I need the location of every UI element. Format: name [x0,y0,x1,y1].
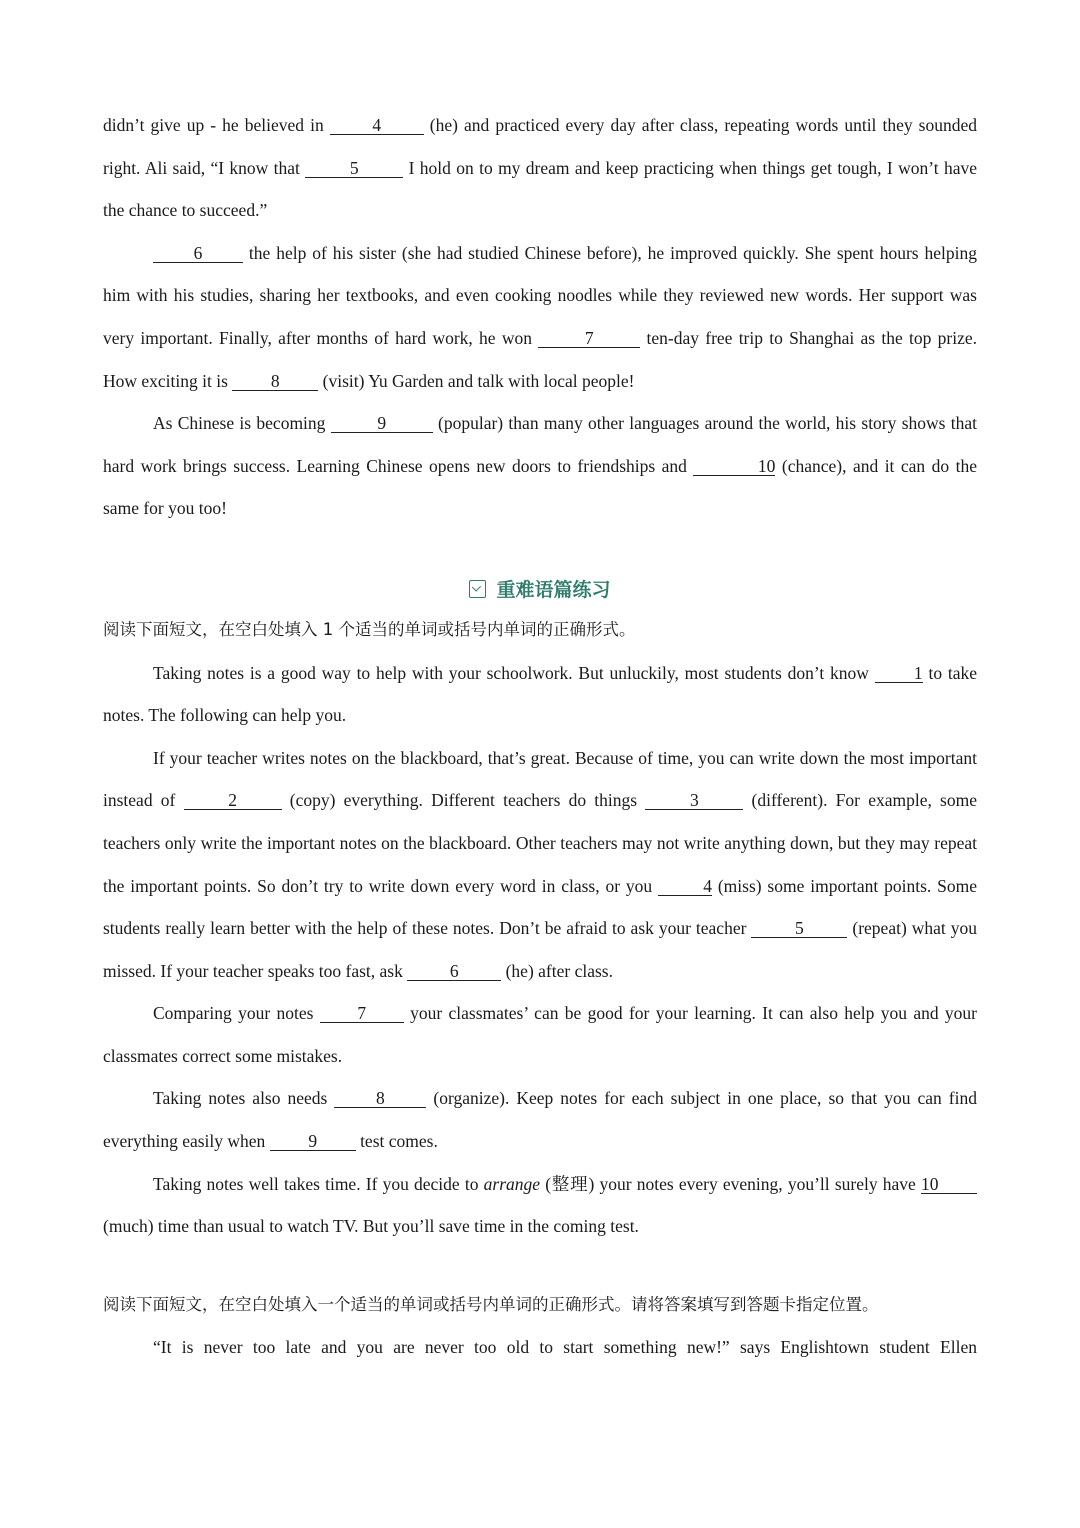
blank-6[interactable]: 6 [407,963,501,981]
blank-5[interactable]: 5 [751,920,847,938]
blank-9[interactable]: 9 [331,415,433,433]
section-title: 重难语篇练习 [103,571,977,609]
passage2-paragraph-5: Taking notes well takes time. If you decide to arrange (整理) your notes every evening, you’ll surely have 10 (much) time than usual to watch TV. But you’ll save time in the coming test. [103,1163,977,1248]
blank-4[interactable]: 4 [330,117,424,135]
blank-10[interactable]: 10 [921,1176,977,1194]
blank-7[interactable]: 7 [538,330,640,348]
blank-8[interactable]: 8 [232,373,318,391]
blank-1[interactable]: 1 [875,665,923,683]
passage2-instruction: 阅读下面短文，在空白处填入 1 个适当的单词或括号内单词的正确形式。 [103,619,636,639]
passage3-instruction: 阅读下面短文，在空白处填入一个适当的单词或括号内单词的正确形式。请将答案填写到答题卡指定位置。 [103,1294,879,1314]
blank-2[interactable]: 2 [184,792,282,810]
blank-5[interactable]: 5 [305,160,403,178]
checklist-icon [469,580,486,598]
blank-6[interactable]: 6 [153,245,243,263]
blank-9[interactable]: 9 [270,1133,356,1151]
passage3-paragraph-1: “It is never too late and you are never too old to start something new!” says Englishtown student Ellen [153,1337,977,1358]
passage2-paragraph-3: Comparing your notes 7 your classmates’ can be good for your learning. It can also help you and your classmates correct some mistakes. [103,1003,977,1066]
passage1-paragraph-3: As Chinese is becoming 9 (popular) than many other languages around the world, his story shows that hard work brings success. Learning Chinese opens new doors to friendships and 10 (chance), and it can do the same for you too! [103,413,977,519]
document-page [103,104,977,1369]
passage2-paragraph-4: Taking notes also needs 8 (organize). Keep notes for each subject in one place, so that you can find everything easily when 9 test comes. [103,1088,977,1152]
passage1-paragraph-1: didn’t give up - he believed in 4 (he) and practiced every day after class, repeating words until they sounded right. Ali said, “I know that 5 I hold on to my dream and keep practicing when things get tough, I won’t have the chance to succeed.” [103,115,977,221]
blank-7[interactable]: 7 [320,1005,404,1023]
blank-4[interactable]: 4 [658,878,712,896]
blank-3[interactable]: 3 [645,792,743,810]
passage2-paragraph-2: If your teacher writes notes on the blackboard, that’s great. Because of time, you can write down the most important instead of 2 (copy) everything. Different teachers do things 3 (different). For example, some teachers only write the important notes on the blackboard. Other teachers may not write anything down, but they may repeat the important points. So don’t try to write down every word in class, or you 4 (miss) some important points. Some students really learn better with the help of these notes. Don’t be afraid to ask your teacher 5 (repeat) what you missed. If your teacher speaks too fast, ask 6 (he) after class. [103,747,977,981]
passage1-paragraph-2: 6 the help of his sister (she had studied Chinese before), he improved quickly. She spent hours helping him with his studies, sharing her textbooks, and even cooking noodles while they reviewed new words. Her support was very important. Finally, after months of hard work, he won 7 ten-day free trip to Shanghai as the top prize. How exciting it is 8 (visit) Yu Garden and talk with local people! [103,242,977,391]
spacer [103,1248,977,1284]
blank-8[interactable]: 8 [334,1090,426,1108]
blank-10[interactable]: 10 [693,458,775,476]
passage2-paragraph-1: Taking notes is a good way to help with your schoolwork. But unluckily, most students don’t know 1 to take notes. The following can help you. [103,662,977,726]
